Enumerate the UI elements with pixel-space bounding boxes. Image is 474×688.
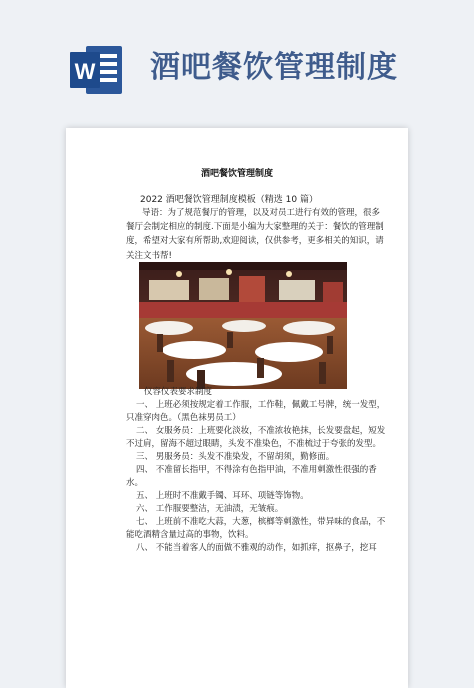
- list-item: 八、 不能当着客人的面做不雅观的动作，如抓痒，抠鼻子，挖耳: [136, 543, 377, 553]
- list-item: 一、 上班必须按规定着工作服，工作鞋，佩戴工号牌，统一发型，只准穿肉色。（黑色袜男员工）: [126, 400, 386, 423]
- document-title: 酒吧餐饮管理制度: [200, 169, 273, 179]
- document-page: [66, 128, 408, 688]
- section-heading: 仪容仪表要求制度: [144, 387, 213, 397]
- intro-paragraph: [126, 206, 386, 263]
- word-document-icon: [66, 40, 126, 100]
- document-body: [126, 386, 390, 555]
- document-subtitle: 2022 酒吧餐饮管理制度模板（精选 10 篇）: [140, 195, 318, 205]
- intro-text: 导语：为了规范餐厅的管理，以及对员工进行有效的管理，很多餐厅会制定相应的制度.下面是小编为大家整理的关于：餐饮的管理制度，希望对大家有所帮助,欢迎阅读，仅供参考，更多相关的知识，请关注文书帮!: [126, 208, 384, 261]
- list-item: 四、 不准留长指甲，不得涂有色指甲油，不准用刺激性很强的香水。: [126, 465, 377, 488]
- word-icon-letter: W: [74, 59, 96, 84]
- list-item: 五、 上班时不准戴手镯、耳环、项链等饰物。: [136, 491, 309, 501]
- restaurant-photo: [139, 262, 347, 389]
- list-item: 三、 男服务员：头发不准染发，不留胡须，勤修面。: [136, 452, 335, 462]
- list-item: 六、 工作服要整洁，无油渍，无皱痕。: [136, 504, 284, 514]
- banner-title: 酒吧餐饮管理制度: [150, 50, 398, 85]
- list-item: 二、 女服务员：上班要化淡妆，不准浓妆艳抹，长发要盘起，短发不过肩，留海不超过眼睛，头发不准染色，不准梳过于夸张的发型。: [126, 426, 386, 449]
- banner: [0, 0, 474, 110]
- list-item: 七、 上班前不准吃大蒜，大葱，槟榔等刺激性，带异味的食品，不能吃酒精含量过高的事物，饮料。: [126, 517, 386, 540]
